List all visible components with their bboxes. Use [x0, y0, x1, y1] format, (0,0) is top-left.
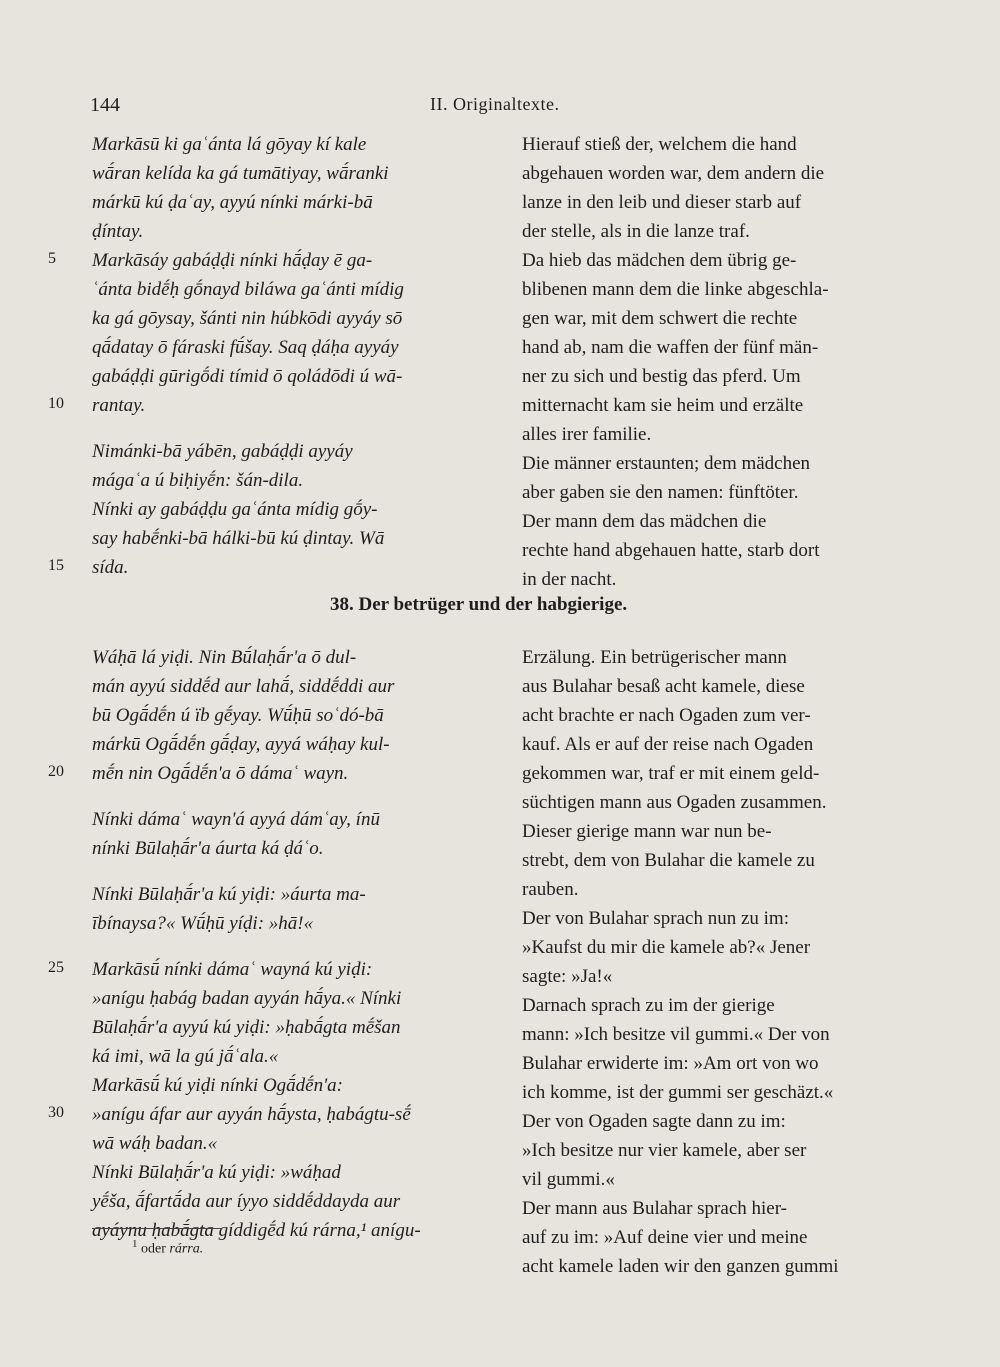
- german-text-line: lanze in den leib und dieser starb auf: [522, 192, 802, 213]
- german-text-line: Hierauf stieß der, welchem die hand: [522, 134, 797, 155]
- page-number: 144: [90, 94, 120, 116]
- somali-text-line: wā wáḥ badan.«: [92, 1133, 218, 1154]
- german-text-line: gen war, mit dem schwert die rechte: [522, 308, 798, 329]
- somali-text-line: Markāsū ki gaʿánta lá gōyay kí kale: [92, 134, 367, 155]
- somali-text-line: gabáḍḍi gūrigṓdi tímid ō qoládōdi ú wā-: [92, 366, 403, 387]
- line-number: 25: [48, 959, 64, 976]
- german-text-line: vil gummi.«: [522, 1169, 615, 1190]
- somali-text-line: Markāsáy gabáḍḍi nínki hā́ḍay ē ga-: [92, 250, 373, 271]
- german-text-line: aber gaben sie den namen: fünftöter.: [522, 482, 799, 503]
- german-text-line: Dieser gierige mann war nun be-: [522, 821, 772, 842]
- running-head: II. Originaltexte.: [430, 94, 560, 114]
- german-text-line: sagte: »Ja!«: [522, 966, 613, 987]
- german-text-line: Der von Ogaden sagte dann zu im:: [522, 1111, 786, 1132]
- section-title: 38. Der betrüger und der habgierige.: [330, 594, 628, 615]
- somali-text-line: Markāsū́ kú yiḍi nínki Ogā́dḗn'a:: [92, 1075, 344, 1096]
- somali-text-line: mágaʿa ú biḥiyḗn: šán-dila.: [92, 470, 304, 491]
- german-text-line: Erzälung. Ein betrügerischer mann: [522, 647, 787, 668]
- footnote-text: rárra.: [169, 1241, 204, 1257]
- german-text-line: hand ab, nam die waffen der fünf män-: [522, 337, 819, 358]
- german-text-line: Da hieb das mädchen dem übrig ge-: [522, 250, 797, 271]
- somali-text-line: márkū kú ḍaʿay, ayyú nínki márki-bā: [92, 192, 373, 213]
- german-text-line: »Ich besitze nur vier kamele, aber ser: [522, 1140, 807, 1161]
- german-text-line: Der von Bulahar sprach nun zu im:: [522, 908, 789, 929]
- somali-text-line: »anígu ḥabág badan ayyán hā́ya.« Nínki: [92, 988, 402, 1009]
- footnote: [132, 1238, 203, 1258]
- german-text-line: rechte hand abgehauen hatte, starb dort: [522, 540, 820, 561]
- german-text-line: mann: »Ich besitze vil gummi.« Der von: [522, 1024, 830, 1045]
- somali-text-line: ʿánta bidḗḥ gṓnayd biláwa gaʿánti mídig: [92, 279, 404, 300]
- german-text-line: ner zu sich und bestig das pferd. Um: [522, 366, 801, 387]
- somali-text-line: Nínki ay gabáḍḍu gaʿánta mídig gṓy-: [92, 499, 378, 520]
- somali-text-line: márkū Ogā́dḗn gā́ḍay, ayyá wáḥay kul-: [92, 734, 390, 755]
- somali-text-line: Nínki dámaʿ wayn'á ayyá dámʿay, ínū: [92, 809, 380, 830]
- german-text-line: abgehauen worden war, dem andern die: [522, 163, 825, 184]
- german-text-line: kauf. Als er auf der reise nach Ogaden: [522, 734, 814, 755]
- somali-text-line: nínki Būlaḥā́r'a áurta ká ḍáʿo.: [92, 838, 324, 859]
- somali-text-line: qā́datay ō fáraski fū́šay. Saq ḍáḥa ayyáy: [92, 337, 399, 358]
- somali-text-line: ká imi, wā la gú jā́ʿala.«: [92, 1046, 279, 1067]
- page-header: [90, 94, 910, 118]
- german-text-line: Bulahar erwiderte im: »Am ort von wo: [522, 1053, 819, 1074]
- line-number: 10: [48, 395, 64, 412]
- somali-text-line: Wáḥā lá yiḍi. Nin Bū́laḥā́r'a ō dul-: [92, 647, 357, 668]
- somali-text-line: say habḗnki-bā hálki-bū kú ḍintay. Wā: [92, 528, 385, 549]
- german-text-line: »Kaufst du mir die kamele ab?« Jener: [522, 937, 811, 958]
- german-text-line: alles irer familie.: [522, 424, 652, 445]
- german-text-line: gekommen war, traf er mit einem geld-: [522, 763, 820, 784]
- somali-text-line: mán ayyú siddḗd aur lahā́, siddḗddi aur: [92, 676, 395, 697]
- somali-text-line: ayáynu ḥabā́gta gíddigḗd kú rárna,¹ anígu-: [92, 1220, 421, 1241]
- german-text-line: mitternacht kam sie heim und erzälte: [522, 395, 804, 416]
- footnote-mark: 1: [132, 1238, 138, 1250]
- line-number: 30: [48, 1104, 64, 1121]
- somali-text-line: ḍíntay.: [92, 221, 144, 242]
- somali-text-line: wā́ran kelída ka gá tumātiyay, wā́ranki: [92, 163, 389, 184]
- somali-text-line: rantay.: [92, 395, 146, 416]
- german-text-line: acht brachte er nach Ogaden zum ver-: [522, 705, 811, 726]
- footnote-label: oder: [141, 1241, 166, 1257]
- line-number: 20: [48, 763, 64, 780]
- german-text-line: in der nacht.: [522, 569, 617, 590]
- german-text-line: Die männer erstaunten; dem mädchen: [522, 453, 811, 474]
- line-number: 5: [48, 250, 56, 267]
- somali-text-line: Markāsū́ nínki dámaʿ wayná kú yiḍi:: [92, 959, 373, 980]
- somali-text-line: sída.: [92, 557, 129, 578]
- somali-text-line: ībínaysa?« Wū́ḥū yíḍi: »hā!«: [92, 913, 314, 934]
- somali-text-line: Nínki Būlaḥā́r'a kú yiḍi: »áurta ma-: [92, 884, 366, 905]
- somali-text-line: Būlaḥā́r'a ayyú kú yiḍi: »ḥabā́gta mḗšan: [92, 1017, 401, 1038]
- somali-text-line: mḗn nin Ogā́dḗn'a ō dámaʿ wayn.: [92, 763, 349, 784]
- german-text-line: der stelle, als in die lanze traf.: [522, 221, 750, 242]
- german-text-line: auf zu im: »Auf deine vier und meine: [522, 1227, 808, 1248]
- german-text-line: rauben.: [522, 879, 579, 900]
- somali-text-line: »anígu áfar aur ayyán hā́ysta, ḥabágtu-sḗ: [92, 1104, 411, 1125]
- german-text-line: ich komme, ist der gummi ser geschäzt.«: [522, 1082, 834, 1103]
- somali-text-line: ka gá gōysay, šánti nin húbkōdi ayyáy sō: [92, 308, 403, 329]
- line-number: 15: [48, 557, 64, 574]
- german-text-line: blibenen mann dem die linke abgeschla-: [522, 279, 829, 300]
- german-text-line: Darnach sprach zu im der gierige: [522, 995, 775, 1016]
- german-text-line: aus Bulahar besaß acht kamele, diese: [522, 676, 805, 697]
- somali-text-line: bū Ogā́dḗn ú ïb gḗyay. Wū́ḥū soʿdó-bā: [92, 705, 384, 726]
- german-text-line: Der mann dem das mädchen die: [522, 511, 767, 532]
- somali-text-line: Nimánki-bā yábēn, gabáḍḍi ayyáy: [92, 441, 353, 462]
- somali-text-line: Nínki Būlaḥā́r'a kú yiḍi: »wáḥad: [92, 1162, 341, 1183]
- german-text-line: Der mann aus Bulahar sprach hier-: [522, 1198, 787, 1219]
- german-text-line: strebt, dem von Bulahar die kamele zu: [522, 850, 815, 871]
- somali-text-line: yḗša, ā́fartā́da aur íyyo siddḗddayda aur: [92, 1191, 401, 1212]
- german-text-line: acht kamele laden wir den ganzen gummi: [522, 1256, 839, 1277]
- footnote-divider: [92, 1228, 222, 1229]
- german-text-line: süchtigen mann aus Ogaden zusammen.: [522, 792, 827, 813]
